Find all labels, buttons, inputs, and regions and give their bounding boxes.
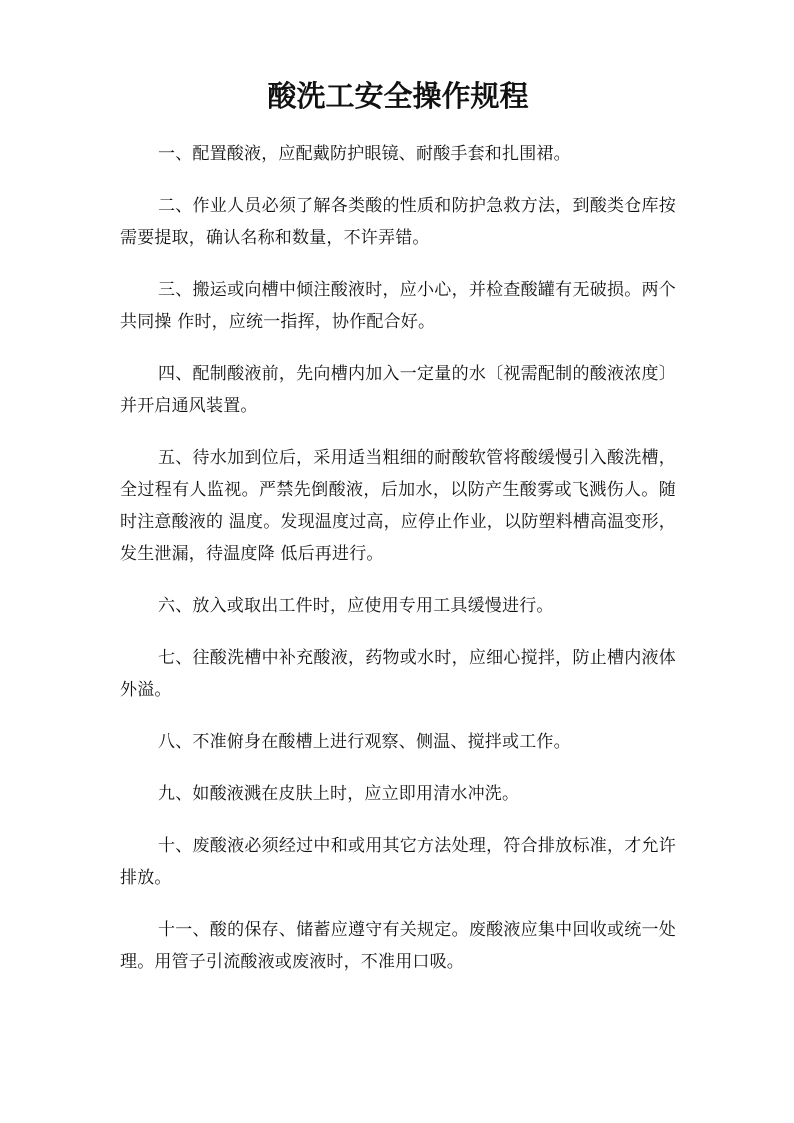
clause-10: 十、废酸液必须经过中和或用其它方法处理，符合排放标准，才允许排放。 xyxy=(120,836,676,888)
clause-8: 八、不准俯身在酸槽上进行观察、侧温、搅拌或工作。 xyxy=(158,732,571,752)
clause-3: 三、搬运或向槽中倾注酸液时，应小心，并检查酸罐有无破损。两个共同操 作时，应统一指挥，协作配合好。 xyxy=(120,280,676,332)
clause-2: 二、作业人员必须了解各类酸的性质和防护急救方法，到酸类仓库按需要提取，确认名称和数量，不许弄错。 xyxy=(120,196,676,248)
document-title: 酸洗工安全操作规程 xyxy=(267,79,529,113)
clause-1: 一、配置酸液，应配戴防护眼镜、耐酸手套和扎围裙。 xyxy=(158,144,571,164)
document-page xyxy=(120,76,676,998)
clause-11: 十一、酸的保存、储蓄应遵守有关规定。废酸液应集中回收或统一处理。用管子引流酸液或废液时，不准用口吸。 xyxy=(120,920,676,972)
clause-7: 七、往酸洗槽中补充酸液，药物或水时，应细心搅拌，防止槽内液体外溢。 xyxy=(120,648,676,700)
clause-4: 四、配制酸液前，先向槽内加入一定量的水〔视需配制的酸液浓度〕并开启通风装置。 xyxy=(120,364,676,416)
clause-9: 九、如酸液溅在皮肤上时，应立即用清水冲洗。 xyxy=(158,784,520,804)
clause-5: 五、待水加到位后，采用适当粗细的耐酸软管将酸缓慢引入酸洗槽，全过程有人监视。严禁先倒酸液，后加水，以防产生酸雾或飞溅伤人。随时注意酸液的 温度。发现温度过高，应停止作业，以防塑料槽高温变形，发生泄漏，待温度降 低后再进行。 xyxy=(120,448,677,564)
clause-6: 六、放入或取出工件时，应使用专用工具缓慢进行。 xyxy=(158,596,554,616)
